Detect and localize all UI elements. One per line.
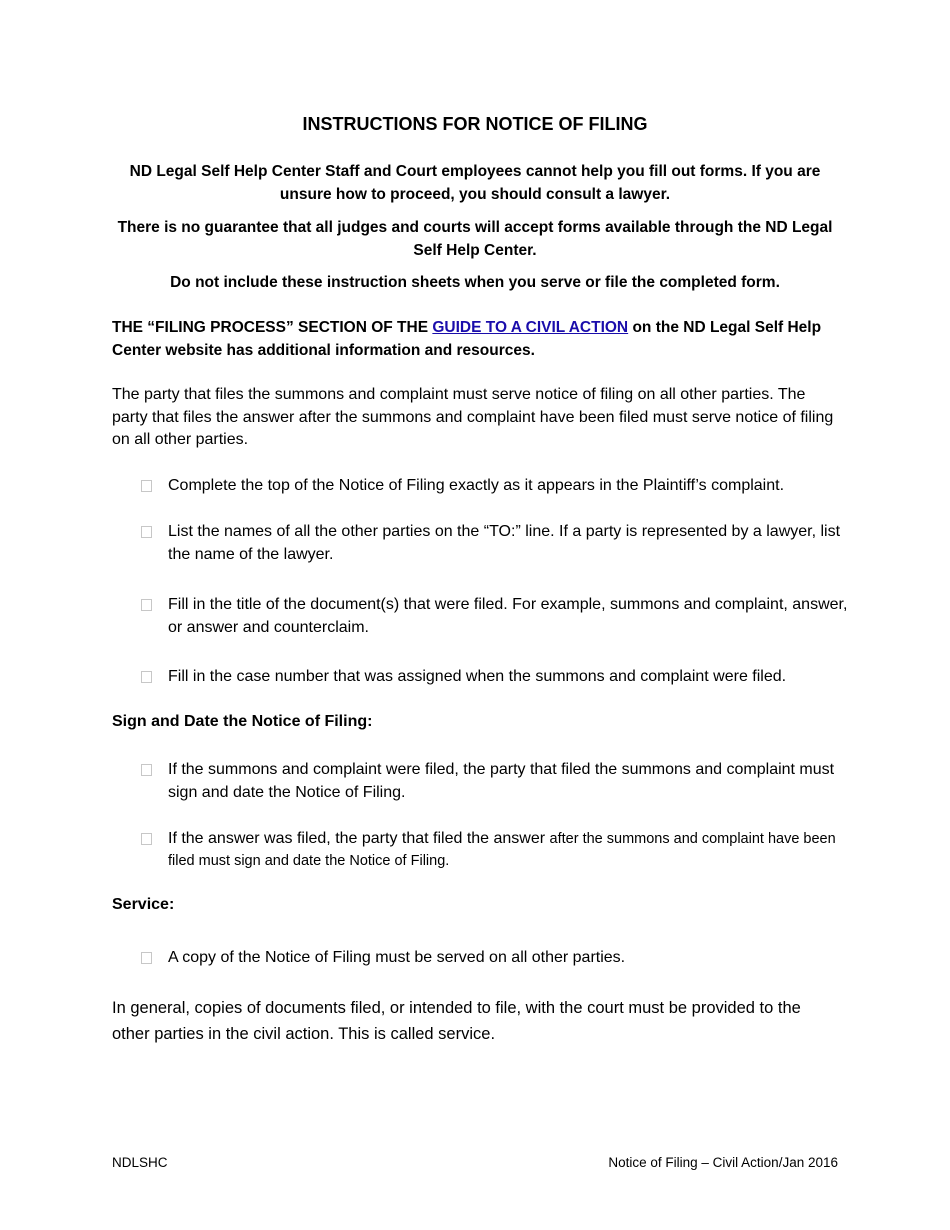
guide-to-civil-action-link[interactable]: GUIDE TO A CIVIL ACTION [432, 319, 629, 336]
intro-paragraph: The party that files the summons and complaint must serve notice of filing on all other parties. The party that files the answer after the summons and complaint have been filed must serve notice of filing on all other parties. [112, 386, 834, 448]
footer-right: Notice of Filing – Civil Action/Jan 2016 [608, 1155, 838, 1170]
sign-step-text: If the summons and complaint were filed, the party that filed the summons and complaint must sign and date the Notice of Filing. [168, 761, 835, 801]
disclaimer-courts: There is no guarantee that all judges and courts will accept forms available through the ND Legal Self Help Center. [117, 219, 833, 259]
checkbox-icon [141, 599, 152, 611]
checkbox-icon [141, 833, 152, 845]
checkbox-icon [141, 526, 152, 538]
sign-heading: Sign and Date the Notice of Filing: [112, 713, 373, 730]
disclaimer-staff: ND Legal Self Help Center Staff and Court employees cannot help you fill out forms. If you are unsure how to proceed, you should consult a lawyer. [129, 163, 821, 203]
checkbox-icon [141, 671, 152, 683]
checkbox-icon [141, 952, 152, 964]
checkbox-icon [141, 480, 152, 492]
sign-step-text [168, 828, 848, 872]
checkbox-icon [141, 764, 152, 776]
page-title: INSTRUCTIONS FOR NOTICE OF FILING [302, 114, 648, 134]
guide-prefix: THE “FILING PROCESS” SECTION OF THE [112, 319, 433, 336]
step-text: Fill in the title of the document(s) that were filed. For example, summons and complaint, answer, or answer and counterclaim. [168, 596, 848, 636]
closing-paragraph: In general, copies of documents filed, or intended to file, with the court must be provided to the other parties in the civil action. This is called service. [112, 999, 801, 1043]
footer-left: NDLSHC [112, 1155, 168, 1170]
disclaimer-instructions: Do not include these instruction sheets when you serve or file the completed form. [170, 274, 780, 291]
guide-suffix: on the ND Legal Self Help Center website has additional information and resources. [112, 319, 822, 359]
step-text: Fill in the case number that was assigned when the summons and complaint were filed. [168, 668, 787, 685]
sign-step-text-b: after the summons and complaint have been filed must sign and date the Notice of Filing. [168, 831, 836, 869]
sign-step-text-a: If the answer was filed, the party that filed the answer [168, 830, 550, 847]
service-step-text: A copy of the Notice of Filing must be served on all other parties. [168, 949, 626, 966]
step-text: Complete the top of the Notice of Filing exactly as it appears in the Plaintiff’s complaint. [168, 477, 785, 494]
guide-paragraph [112, 316, 838, 362]
service-heading: Service: [112, 896, 175, 913]
step-text: List the names of all the other parties on the “TO:” line. If a party is represented by a lawyer, list the name of the lawyer. [168, 523, 841, 563]
